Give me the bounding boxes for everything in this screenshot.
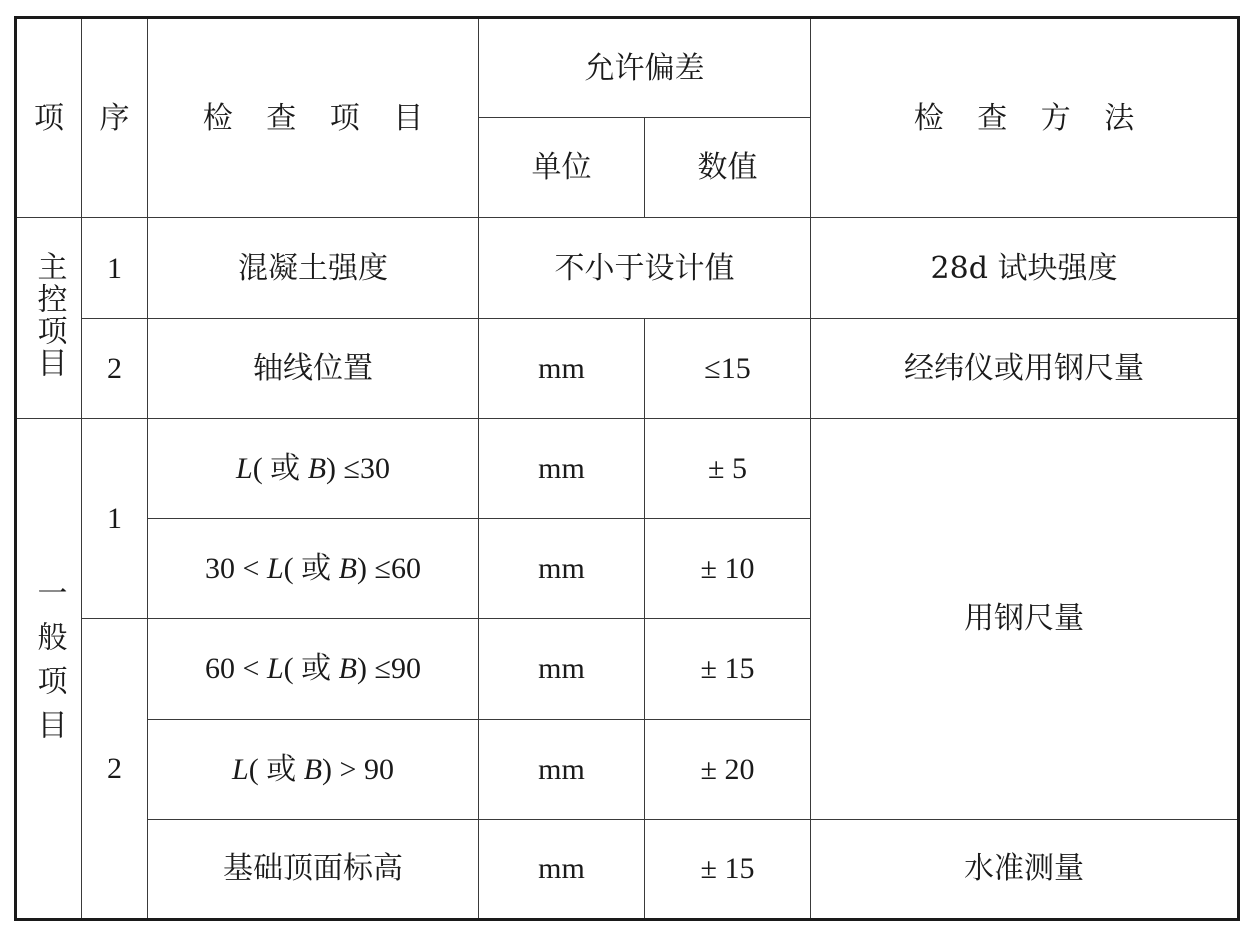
item-text: ) ≤30 [326,451,390,485]
item-text: ( 或 [283,652,339,686]
var-l: L [266,552,284,586]
row-unit: mm [479,619,645,719]
row-unit: mm [479,318,645,418]
var-b: B [307,451,327,485]
item-text: ) ≤60 [356,552,421,586]
row-index: 1 [82,218,148,318]
row-method-shared: 用钢尺量 [811,418,1239,819]
var-b: B [338,552,357,586]
row-check-item: 混凝土强度 [148,218,479,318]
var-l: L [236,451,253,485]
row-tolerance-merged: 不小于设计值 [479,218,811,318]
var-b: B [338,652,357,686]
header-method-text: 检 查 方 法 [913,100,1147,136]
main-group-label-text: 主控项目 [31,250,67,379]
row-check-item: 轴线位置 [148,318,479,418]
general-group-label-text: 一般项目 [31,576,67,753]
item-text: 60 < [205,652,267,686]
header-value: 数值 [645,118,811,218]
general-group-label [16,418,82,919]
header-row-1 [16,18,1239,118]
header-item-group: 项 [16,18,82,218]
row-check-item [148,519,479,619]
row-value: ± 15 [645,619,811,719]
row-method: 经纬仪或用钢尺量 [811,318,1239,418]
row-check-item [148,619,479,719]
row-index: 2 [82,318,148,418]
header-unit: 单位 [479,118,645,218]
row-unit: mm [479,819,645,919]
item-text: ) ≤90 [356,652,421,686]
row-value: ± 20 [645,719,811,819]
row-check-item [148,418,479,518]
row-index: 1 [82,418,148,618]
row-method: 水准测量 [811,819,1239,919]
item-text: ( 或 [283,552,339,586]
table-row [16,819,1239,919]
row-method: 28d 试块强度 [811,218,1239,318]
row-value: ≤15 [645,318,811,418]
table-row [16,418,1239,518]
row-index: 2 [82,619,148,920]
row-unit: mm [479,418,645,518]
item-text: 30 < [205,552,267,586]
item-text: ( 或 [248,752,304,786]
row-check-item: 基础顶面标高 [148,819,479,919]
row-unit: mm [479,519,645,619]
row-check-item [148,719,479,819]
table-row [16,318,1239,418]
header-check-item-text: 检 查 项 目 [202,100,436,136]
var-l: L [266,652,284,686]
header-index: 序 [82,18,148,218]
row-value: ± 5 [645,418,811,518]
header-tolerance: 允许偏差 [479,18,811,118]
row-value: ± 10 [645,519,811,619]
inspection-table [14,16,1240,921]
var-l: L [232,752,249,786]
row-unit: mm [479,719,645,819]
main-group-label [16,218,82,418]
table-row [16,218,1239,318]
header-check-item [148,18,479,218]
item-text: ) > 90 [322,752,394,786]
item-text: ( 或 [252,451,308,485]
var-b: B [303,752,323,786]
row-value: ± 15 [645,819,811,919]
header-method [811,18,1239,218]
